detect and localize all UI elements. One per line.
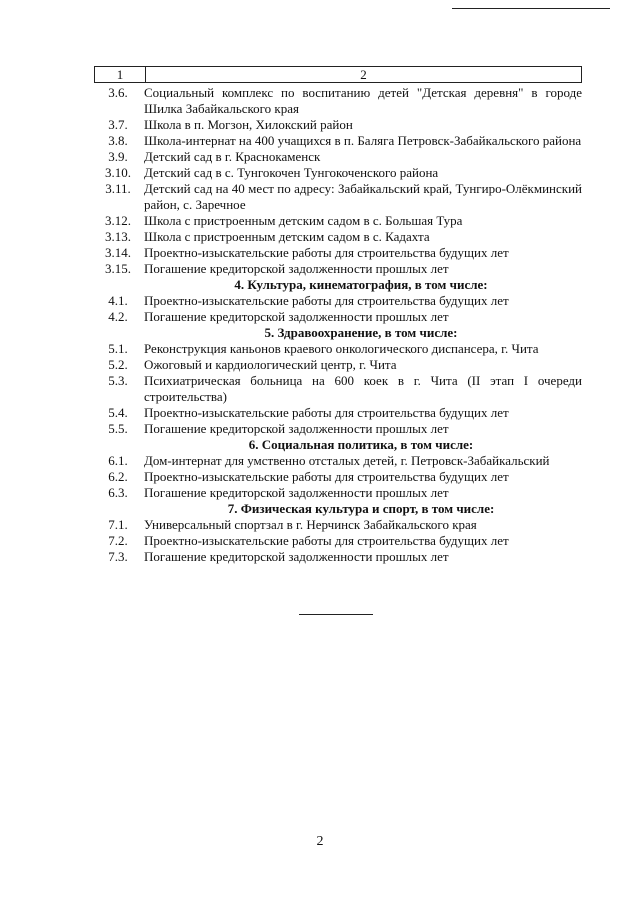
row-text: Школа-интернат на 400 учащихся в п. Баляга Петровск-Забайкальского района: [144, 133, 582, 148]
section-heading: 6. Социальная политика, в том числе:: [248, 437, 474, 452]
section-heading: 4. Культура, кинематография, в том числе:: [234, 277, 488, 292]
row-number: 7.3.: [108, 549, 128, 564]
row-text: Детский сад на 40 мест по адресу: Забайкальский край, Тунгиро-Олёкминский район, с. Заречное: [144, 181, 582, 212]
table-row: [94, 549, 582, 565]
table-row: [94, 213, 582, 229]
table-row: [94, 133, 582, 149]
header-col-2: 2: [360, 67, 367, 82]
table-body: [94, 85, 582, 565]
row-text: Школа в п. Могзон, Хилокский район: [144, 117, 353, 132]
row-number: 3.7.: [108, 117, 128, 132]
row-number: 5.2.: [108, 357, 128, 372]
row-text: Погашение кредиторской задолженности прошлых лет: [144, 485, 449, 500]
row-text: Ожоговый и кардиологический центр, г. Чита: [144, 357, 397, 372]
row-text: Погашение кредиторской задолженности прошлых лет: [144, 549, 449, 564]
row-text: Погашение кредиторской задолженности прошлых лет: [144, 309, 449, 324]
row-text: Социальный комплекс по воспитанию детей "Детская деревня" в городе Шилка Забайкальского края: [144, 85, 582, 116]
section-heading: 7. Физическая культура и спорт, в том числе:: [227, 501, 495, 516]
row-text: Психиатрическая больница на 600 коек в г. Чита (II этап I очереди строительства): [144, 373, 582, 404]
table-row: [94, 293, 582, 309]
row-number: 3.14.: [105, 245, 131, 260]
row-text: Погашение кредиторской задолженности прошлых лет: [144, 421, 449, 436]
row-text: Детский сад в г. Краснокаменск: [144, 149, 321, 164]
row-text: Погашение кредиторской задолженности прошлых лет: [144, 261, 449, 276]
table-row: [94, 453, 582, 469]
row-number: 3.15.: [105, 261, 131, 276]
table-row: [94, 517, 582, 533]
table-row: [94, 533, 582, 549]
row-number: 3.9.: [108, 149, 128, 164]
table-row: [94, 373, 582, 405]
table-row: [94, 357, 582, 373]
row-text: Реконструкция каньонов краевого онкологического диспансера, г. Чита: [144, 341, 539, 356]
row-text: Дом-интернат для умственно отсталых детей, г. Петровск-Забайкальский: [144, 453, 550, 468]
row-number: 3.13.: [105, 229, 131, 244]
row-text: Проектно-изыскательские работы для строительства будущих лет: [144, 405, 509, 420]
page-number: 2: [316, 834, 324, 849]
row-text: Проектно-изыскательские работы для строительства будущих лет: [144, 293, 509, 308]
table-row: [94, 181, 582, 213]
table-row: [94, 245, 582, 261]
row-number: 3.6.: [108, 85, 128, 100]
top-divider-line: [452, 8, 610, 9]
table-row: [94, 261, 582, 277]
row-number: 3.12.: [105, 213, 131, 228]
row-number: 6.2.: [108, 469, 128, 484]
row-number: 5.5.: [108, 421, 128, 436]
row-text: Проектно-изыскательские работы для строительства будущих лет: [144, 469, 509, 484]
row-number: 3.10.: [105, 165, 131, 180]
table-row: [94, 85, 582, 117]
row-number: 6.1.: [108, 453, 128, 468]
row-number: 7.2.: [108, 533, 128, 548]
table-header-row: [94, 66, 582, 83]
row-number: 5.4.: [108, 405, 128, 420]
row-number: 3.8.: [108, 133, 128, 148]
row-text: Школа с пристроенным детским садом в с. Большая Тура: [144, 213, 463, 228]
row-number: 3.11.: [105, 181, 131, 196]
table-row: [94, 341, 582, 357]
row-text: Проектно-изыскательские работы для строительства будущих лет: [144, 533, 509, 548]
end-divider-line: [299, 614, 373, 615]
object-list-table: [94, 66, 582, 565]
row-text: Проектно-изыскательские работы для строительства будущих лет: [144, 245, 509, 260]
row-number: 4.2.: [108, 309, 128, 324]
section-heading: 5. Здравоохранение, в том числе:: [264, 325, 458, 340]
table-row: [94, 117, 582, 133]
table-row: [94, 485, 582, 501]
table-row: [94, 229, 582, 245]
table-row: [94, 469, 582, 485]
row-text: Детский сад в с. Тунгокочен Тунгокоченского района: [144, 165, 439, 180]
row-number: 7.1.: [108, 517, 128, 532]
table-row: [94, 165, 582, 181]
row-number: 5.3.: [108, 373, 128, 388]
row-number: 5.1.: [108, 341, 128, 356]
table-row: [94, 149, 582, 165]
table-row: [94, 405, 582, 421]
row-text: Школа с пристроенным детским садом в с. Кадахта: [144, 229, 430, 244]
header-col-1: 1: [95, 67, 146, 82]
row-number: 4.1.: [108, 293, 128, 308]
table-row: [94, 309, 582, 325]
table-row: [94, 421, 582, 437]
row-number: 6.3.: [108, 485, 128, 500]
row-text: Универсальный спортзал в г. Нерчинск Забайкальского края: [144, 517, 477, 532]
